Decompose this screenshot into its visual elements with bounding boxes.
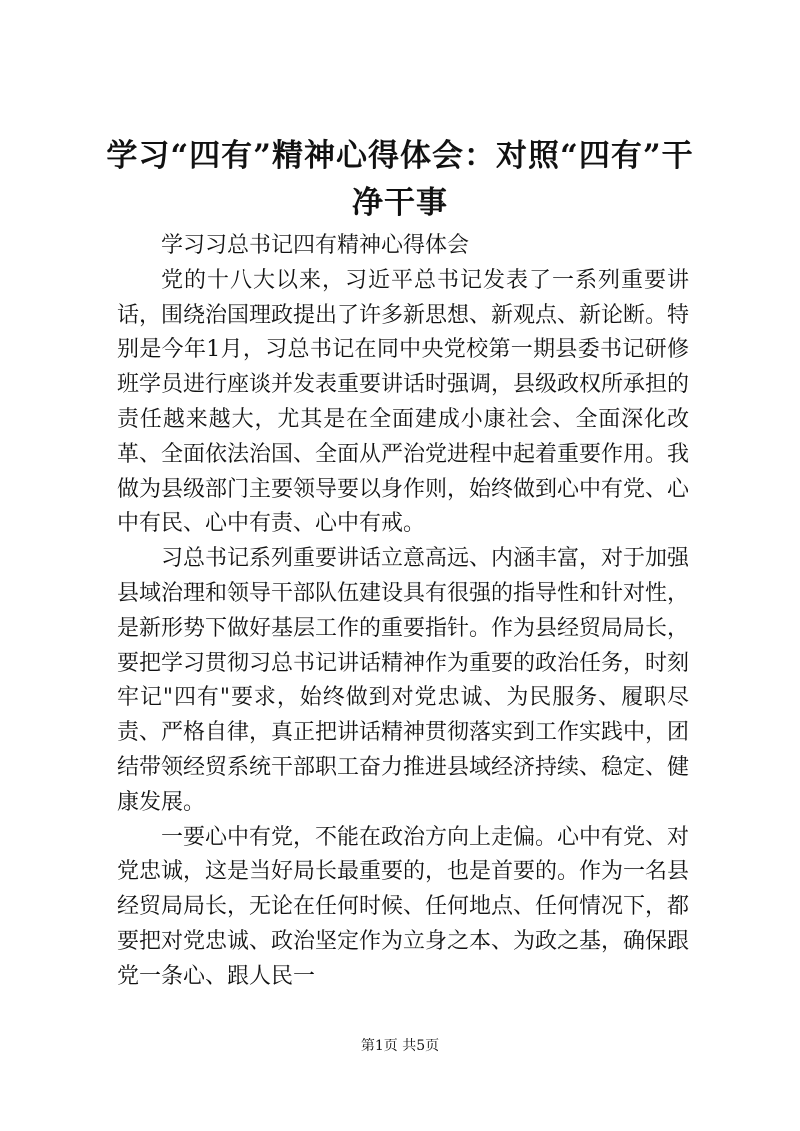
body-paragraph: 习总书记系列重要讲话立意高远、内涵丰富，对于加强县域治理和领导干部队伍建设具有很强的指导性和针对性，是新形势下做好基层工作的重要指针。作为县经贸局局长，要把学习贯彻习总书记讲话精神作为重要的政治任务，时刻牢记"四有"要求，始终做到对党忠诚、为民服务、履职尽责、严格自律，真正把讲话精神贯彻落实到工作实践中，团结带领经贸系统干部职工奋力推进县域经济持续、稳定、健康发展。 [117, 546, 690, 815]
subtitle-paragraph: 学习习总书记四有精神心得体会 [161, 233, 470, 258]
body-paragraph: 一要心中有党，不能在政治方向上走偏。心中有党、对党忠诚，这是当好局长最重要的，也是首要的。作为一名县经贸局局长，无论在任何时候、任何地点、任何情况下，都要把对党忠诚、政治坚定作为立身之本、为政之基，确保跟党一条心、跟人民一 [117, 824, 690, 989]
body-paragraph: 党的十八大以来，习近平总书记发表了一系列重要讲话，围绕治国理政提出了许多新思想、新观点、新论断。特别是今年1月，习总书记在同中央党校第一期县委书记研修班学员进行座谈并发表重要讲话时强调，县级政权所承担的责任越来越大，尤其是在全面建成小康社会、全面深化改革、全面依法治国、全面从严治党进程中起着重要作用。我做为县级部门主要领导要以身作则，始终做到心中有党、心中有民、心中有责、心中有戒。 [117, 267, 690, 537]
page-footer: 第1页 共5页 [360, 1038, 440, 1054]
document-body [117, 229, 689, 995]
document-title: 学习“四有”精神心得体会：对照“四有”干净干事 [106, 138, 694, 221]
